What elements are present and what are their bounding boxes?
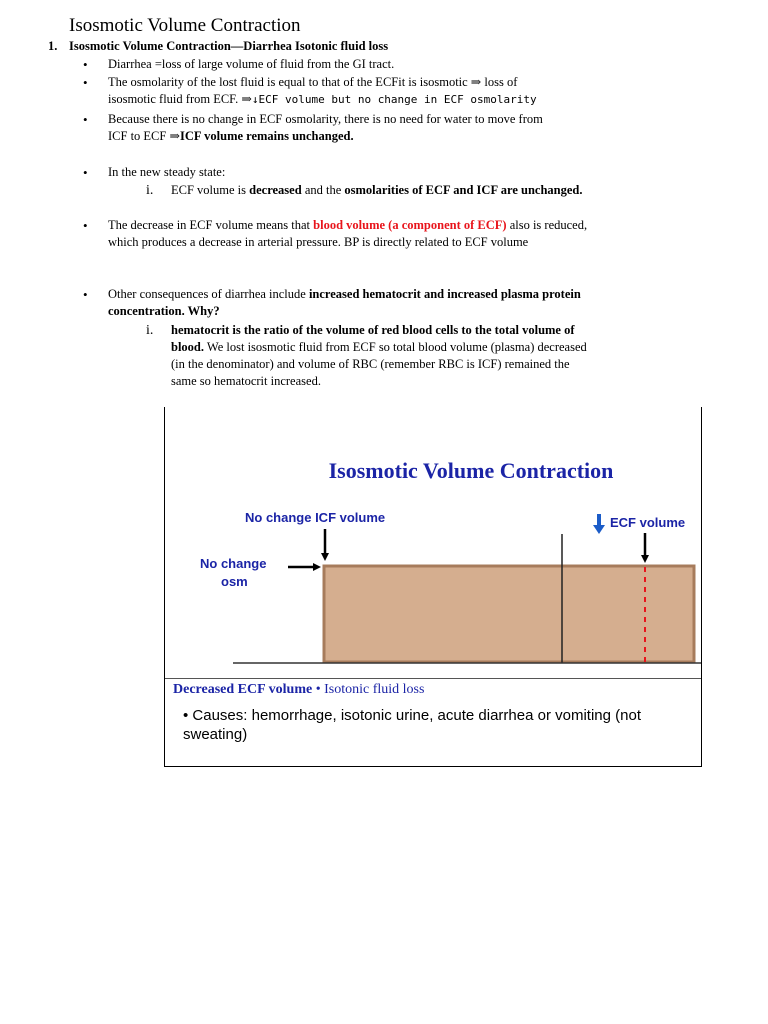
- figure-caption: [173, 681, 424, 699]
- sub-bold-text: osmolarities of ECF and ICF are unchanged.: [344, 183, 583, 197]
- sub-text: We lost isosmotic fluid from ECF so total blood volume (plasma) decreased (in the denominator) and volume of RBC (remember RBC is ICF) remained the same so hematocrit increased.: [171, 340, 587, 388]
- bullet-text: In the new steady state:: [108, 165, 226, 179]
- bullet-red-text: blood volume (a component of ECF): [313, 218, 507, 232]
- bullet-bold-text: ICF volume remains unchanged.: [179, 129, 354, 143]
- bullet-text: ICF to ECF ⇒: [108, 129, 180, 143]
- figure-title: Isosmotic Volume Contraction: [328, 458, 614, 483]
- caption-main: Decreased ECF volume: [173, 682, 313, 697]
- label-no-change-osm-2: osm: [221, 574, 248, 589]
- bullet-bold-text: increased hematocrit and increased plasma protein concentration. Why?: [108, 287, 581, 318]
- bullet-steady-state: [108, 164, 608, 181]
- figure-divider: [165, 678, 701, 679]
- section-heading: [48, 38, 388, 55]
- sub-text: ECF volume is: [171, 183, 250, 197]
- page-title: Isosmotic Volume Contraction: [69, 15, 301, 36]
- blue-down-arrow-icon: [593, 514, 605, 534]
- bullet-text: isosmotic fluid from ECF. ⇒: [108, 92, 252, 106]
- label-no-change-osm-1: No change: [200, 556, 267, 571]
- label-no-change-icf: No change ICF volume: [245, 510, 386, 525]
- section-number: 1.: [48, 39, 58, 53]
- sub-text: and the: [301, 183, 345, 197]
- sub-item-hematocrit: [146, 322, 591, 390]
- sub-item-ecf-decreased: [146, 182, 591, 199]
- bullet-diarrhea-definition: [108, 56, 608, 73]
- fluid-volume-box: [324, 566, 694, 662]
- bullet-text: Because there is no change in ECF osmolarity, there is no need for water to move from: [108, 112, 543, 126]
- bullet-osmolarity: [108, 74, 608, 108]
- sub-bold-text: decreased: [249, 183, 302, 197]
- figure-causes: • Causes: hemorrhage, isotonic urine, acute diarrhea or vomiting (not sweating): [183, 707, 641, 743]
- figure-diagram: [165, 407, 701, 679]
- bullet-blood-volume: [108, 217, 608, 251]
- section-heading-text: Isosmotic Volume Contraction—Diarrhea Isotonic fluid loss: [69, 39, 389, 53]
- roman-numeral: i.: [146, 323, 154, 338]
- bullet-text: The osmolarity of the lost fluid is equal to that of the ECFit is isosmotic ⇒ loss of: [108, 75, 518, 89]
- label-ecf-volume: ECF volume: [610, 515, 686, 530]
- bullet-text: Other consequences of diarrhea include: [108, 287, 309, 301]
- bullet-consequences: [108, 286, 608, 320]
- caption-tag: • Isotonic fluid loss: [315, 682, 425, 697]
- bullet-mono-text: ↓ECF volume but no change in ECF osmolarity: [251, 93, 537, 106]
- bullet-text: The decrease in ECF volume means that: [108, 218, 314, 232]
- bullet-icf-unchanged: [108, 111, 608, 145]
- bullet-text: also is reduced, which produces a decrease in arterial pressure. BP is directly related to ECF volume: [108, 218, 588, 249]
- roman-numeral: i.: [146, 183, 154, 198]
- figure-slide: [164, 407, 702, 767]
- sub-bold-text: hematocrit is the ratio of the volume of red blood cells to the total volume of blood.: [171, 323, 575, 354]
- bullet-text: Diarrhea =loss of large volume of fluid from the GI tract.: [108, 57, 395, 71]
